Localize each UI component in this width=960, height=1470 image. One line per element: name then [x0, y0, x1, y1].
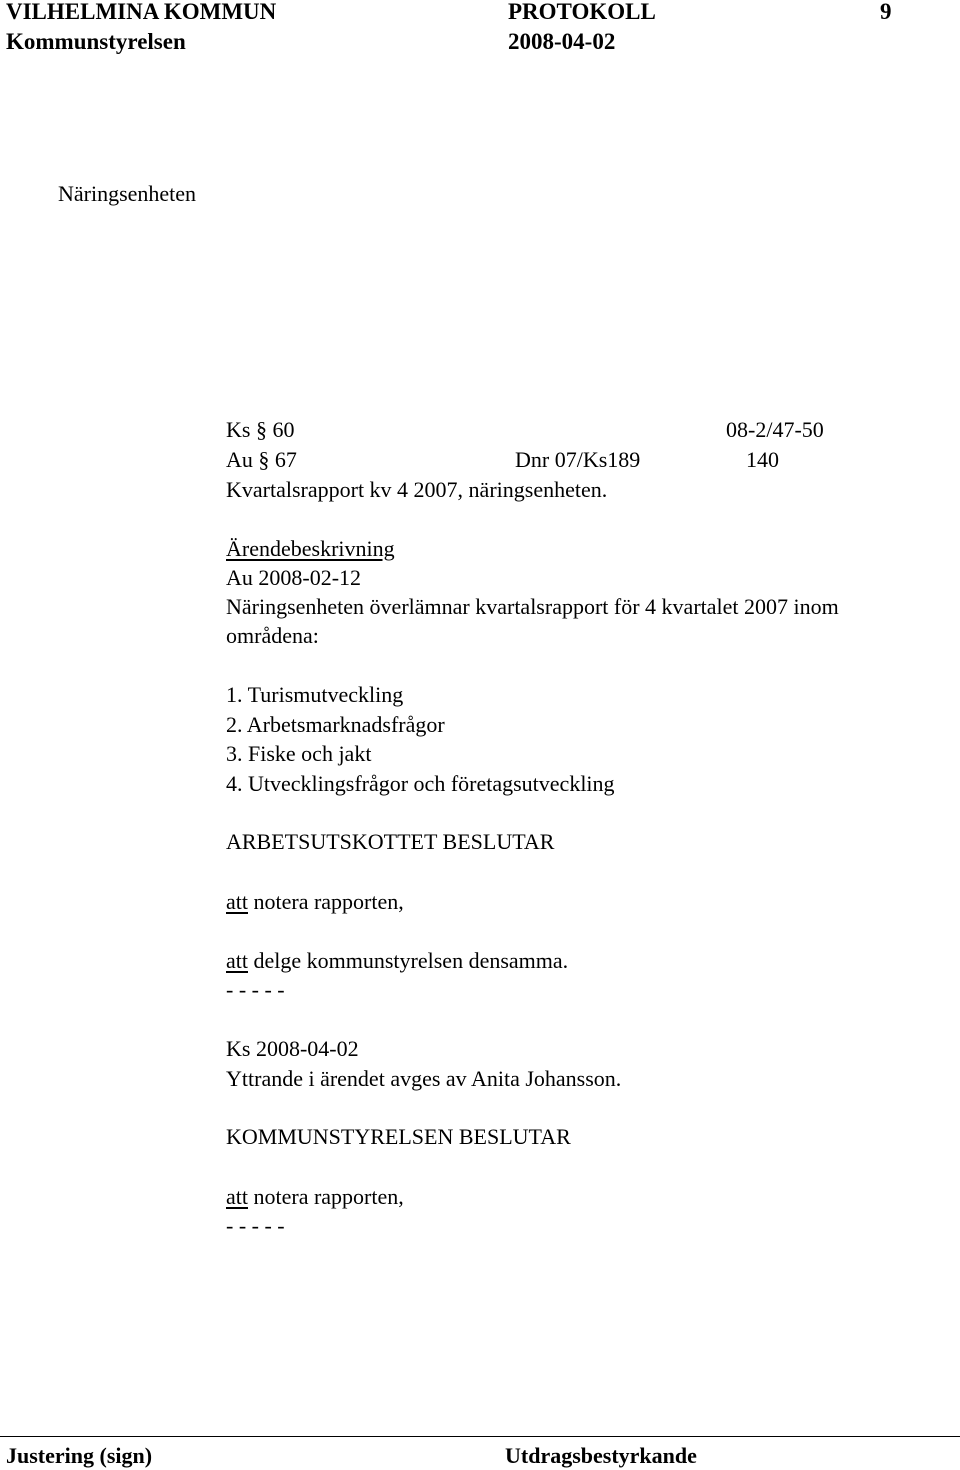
au-paragraph-ref: [226, 449, 297, 471]
ks-decision-line1: [226, 1186, 404, 1208]
footer-utdragsbestyrkande: Utdragsbestyrkande: [505, 1443, 697, 1468]
au-num: 67: [274, 447, 297, 472]
att-word: att: [226, 1184, 248, 1209]
au-decision-heading: ARBETSUTSKOTTET BESLUTAR: [226, 829, 555, 854]
decision-text: notera rapporten,: [253, 1184, 404, 1209]
au-decision-line2: [226, 950, 568, 972]
ks-num: 60: [272, 417, 295, 442]
ks-statement: Yttrande i ärendet avges av Anita Johansson.: [226, 1066, 622, 1091]
description-text-line1: Näringsenheten överlämnar kvartalsrapport för 4 kvartalet 2007 inom: [226, 594, 839, 619]
description-heading: Ärendebeskrivning: [226, 536, 395, 561]
body-name: Kommunstyrelsen: [6, 29, 186, 54]
au-decision-line1: [226, 891, 404, 913]
att-word: att: [226, 889, 248, 914]
separator: - - - - -: [226, 977, 285, 1002]
footer-justering: Justering (sign): [6, 1443, 153, 1468]
ks-paragraph-ref: [226, 419, 294, 441]
file-code: 08-2/47-50: [726, 417, 824, 442]
list-item: 3. Fiske och jakt: [226, 741, 372, 766]
footer-rule: [0, 1436, 960, 1437]
att-word: att: [226, 948, 248, 973]
department-label: Näringsenheten: [58, 181, 197, 206]
decision-text: notera rapporten,: [253, 889, 404, 914]
list-item: 2. Arbetsmarknadsfrågor: [226, 712, 445, 737]
ks-meeting-date: Ks 2008-04-02: [226, 1036, 359, 1061]
section-sign: §: [258, 447, 270, 472]
document-type: PROTOKOLL: [508, 0, 656, 24]
municipality-name: VILHELMINA KOMMUN: [6, 0, 277, 24]
section-sign: §: [255, 417, 267, 442]
ks-decision-heading: KOMMUNSTYRELSEN BESLUTAR: [226, 1124, 571, 1149]
decision-text: delge kommunstyrelsen densamma.: [253, 948, 569, 973]
case-title: Kvartalsrapport kv 4 2007, näringsenheten.: [226, 477, 608, 502]
protocol-date: 2008-04-02: [508, 29, 616, 54]
au-meeting-date: Au 2008-02-12: [226, 565, 362, 590]
page-number: 9: [880, 0, 892, 24]
separator: - - - - -: [226, 1213, 285, 1238]
description-text-line2: områdena:: [226, 623, 319, 648]
list-item: 1. Turismutveckling: [226, 682, 404, 707]
file-number: 140: [746, 447, 779, 472]
ks-ref: Ks: [226, 417, 251, 442]
diary-number: Dnr 07/Ks189: [515, 447, 641, 472]
list-item: 4. Utvecklingsfrågor och företagsutveckling: [226, 771, 615, 796]
au-ref: Au: [226, 447, 253, 472]
